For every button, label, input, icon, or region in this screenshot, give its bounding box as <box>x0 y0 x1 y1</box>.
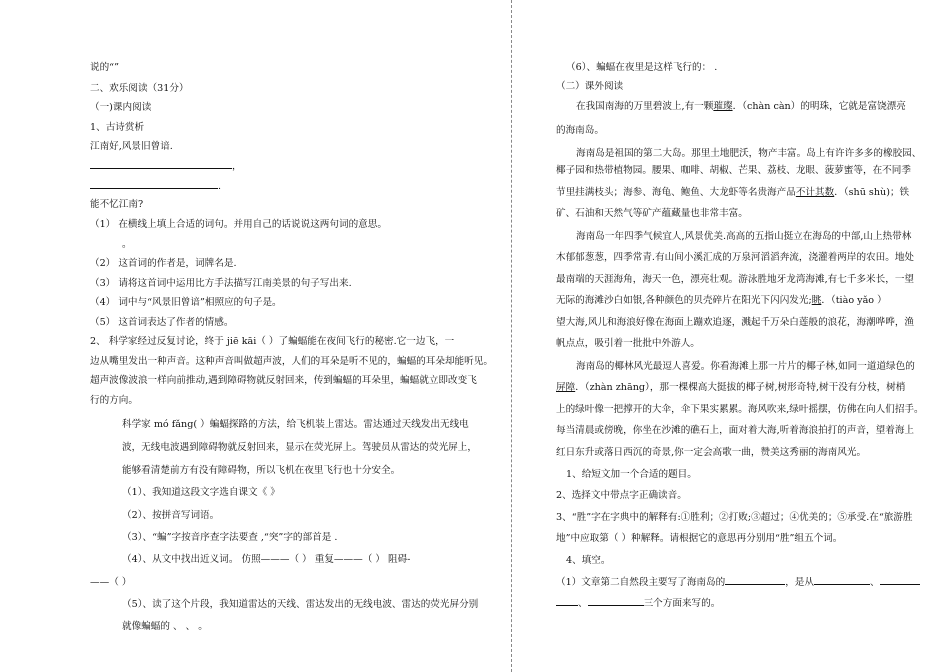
passage-line: 上的绿叶像一把撑开的大伞，伞下果实累累。海风吹来,绿叶摇摆，仿佛在向人们招手。 <box>556 404 924 415</box>
question-item: 3、“胜”字在字典中的解释有:①胜利；②打败;③超过；④优美的；⑤承受.在“旅游胜 <box>556 512 913 523</box>
passage-line: 节里挂满枝头；海参、海龟、鲍鱼、大龙虾等名贵海产品不计其数．（shū shù)；铁 <box>556 187 910 198</box>
question-item: （6）、蝙蝠在夜里是这样飞行的： . <box>566 62 718 73</box>
question-item: （5）、读了这个片段，我知道雷达的天线、雷达发出的无线电波、雷达的荧光屏分别 <box>122 599 479 610</box>
passage-line: 海南岛一年四季气候宜人,风景优美.高高的五指山挺立在海岛的中部,山上热带林 <box>576 231 912 242</box>
dotted-word: 璀璨 <box>713 101 733 112</box>
question-item: （2）、按拼音写词语。 <box>122 510 220 521</box>
question-item: （1）、我知道这段文字选自课文《 》 <box>122 487 280 498</box>
dotted-word: 眺 <box>811 295 822 306</box>
left-column <box>90 0 493 672</box>
passage-line: 望大海,风儿和海浪好像在海面上蹦欢追逐，溅起千万朵白莲般的浪花，海潮哗哗，渔 <box>556 317 915 328</box>
dotted-word: 不计其数 <box>795 187 835 198</box>
answer-blank-2: . <box>90 179 221 193</box>
question-heading: 1、古诗赏析 <box>90 122 145 133</box>
passage-line: 在我国南海的万里碧波上,有一颗璀璨．（chàn càn）的明珠，它就是富饶漂亮 <box>576 101 906 112</box>
passage-line: 每当清晨或傍晚，你坐在沙滩的礁石上，面对着大海,听着海浪拍打的声音，望着海上 <box>556 425 915 436</box>
passage-line: 海南岛是祖国的第二大岛。那里土地肥沃，物产丰富。岛上有许许多多的橡胶园、 <box>576 148 922 159</box>
question-item: （1） 在横线上填上合适的词句。并用自己的话说说这两句词的意思。 <box>90 219 387 230</box>
passage-line: 屏障．（zhàn zhāng），那一棵棵高大挺拔的椰子树,树形奇特,树干没有分枝，树梢 <box>556 382 906 393</box>
fill-in-question: 、 三个方面来写的。 <box>556 596 720 610</box>
passage-line: 无际的海滩沙白如银,各种颜色的贝壳碎片在阳光下闪闪发光;眺．（tiào yǎo ） <box>556 295 887 306</box>
passage-line: 矿、石油和天然气等矿产蕴藏量也非常丰富。 <box>556 208 748 219</box>
text-line: 。 <box>122 239 132 250</box>
question-item: （3）、“蝙”字按音序查字法要查 ,“突”字的部首是 . <box>122 532 338 543</box>
passage-line: 超声波像波浪一样向前推动,遇到障碍物就反射回来，传到蝙蝠的耳朵里，蝙蝠就立即改变飞 <box>90 375 477 386</box>
subsection-heading: （二）课外阅读 <box>556 81 624 92</box>
dotted-word: 屏障 <box>556 382 576 393</box>
question-item: 4、填空。 <box>566 555 611 566</box>
passage-line: 2、 科学家经过反复讨论，终于 jiē kāi（ ）了蝙蝠能在夜间飞行的秘密.它一边飞，一 <box>90 336 455 347</box>
passage-line: 椰子园和热带植物园。腰果、咖啡、胡椒、芒果、荔枝、龙眼、菠萝蜜等，在不同季 <box>556 165 911 176</box>
passage-line: 海南岛的椰林风光最逗人喜爱。你看海滩上那一片片的椰子林,如同一道道绿色的 <box>576 361 915 372</box>
question-item: （2） 这首词的作者是，词牌名是. <box>90 258 237 269</box>
passage-line: 的海南岛。 <box>556 125 604 136</box>
question-item: 1、给短文加一个合适的题目。 <box>566 469 697 480</box>
fill-in-question: （1）文章第二自然段主要写了海南岛的 ，是从 、 <box>556 575 920 589</box>
passage-line: 最南端的天涯海角，海天一色，漂亮壮观。游泳胜地牙龙湾海滩,有七千多米长，一望 <box>556 274 915 285</box>
passage-line: 边从嘴里发出一种声音。这种声音叫做超声波，人们的耳朵是听不见的，蝙蝠的耳朵却能听见。 <box>90 356 493 367</box>
passage-line: 能够看清楚前方有没有障碍物，所以飞机在夜里飞行也十分安全。 <box>122 465 401 476</box>
passage-line: 木郁郁葱葱，四季常青.有山间小溪汇成的万泉河滔滔奔流，浇灌着两岸的农田。地处 <box>556 252 915 263</box>
section-heading: 二、欢乐阅读（31分） <box>90 83 189 94</box>
passage-line: 科学家 mó fǎng( ）蝙蝠探路的方法，给飞机装上雷达。雷达通过天线发出无线电 <box>122 419 469 430</box>
right-column <box>556 0 926 672</box>
answer-blank-1: ， <box>90 159 242 173</box>
passage-line: 波，无线电波遇到障碍物就反射回来，显示在荧光屏上。驾驶员从雷达的荧光屏上， <box>122 442 477 453</box>
subsection-heading: （一)课内阅读 <box>90 102 152 113</box>
question-item: ——（ ） <box>90 577 132 588</box>
question-item: 2、选择文中带点字正确读音。 <box>556 490 687 501</box>
passage-line: 行的方向。 <box>90 395 138 406</box>
passage-line: 红日东升或落日西沉的奇景,你一定会高歌一曲，赞美这秀丽的海南风光。 <box>556 447 867 458</box>
question-item: 地”中应取第（ ）种解释。请根据它的意思再分别用“胜”组五个词。 <box>556 533 843 544</box>
column-divider <box>511 0 512 672</box>
question-item: （4） 词中与“风景旧曾谙”相照应的句子是。 <box>90 297 282 308</box>
text-line: 说的“” <box>90 62 119 73</box>
question-item: 就像蝙蝠的 、 、 。 <box>122 621 208 632</box>
question-item: （5） 这首词表达了作者的情感。 <box>90 317 234 328</box>
passage-line: 帆点点，吸引着一批批中外游人。 <box>556 338 700 349</box>
poem-line: 江南好,风景旧曾谙. <box>90 141 173 152</box>
question-item: （3） 请将这首词中运用比方手法描写江南美景的句子写出来. <box>90 278 352 289</box>
question-item: （4）、从文中找出近义词。 仿照———（ ） 重复———（ ） 阻碍- <box>122 554 411 565</box>
poem-line: 能不忆江南? <box>90 199 144 210</box>
